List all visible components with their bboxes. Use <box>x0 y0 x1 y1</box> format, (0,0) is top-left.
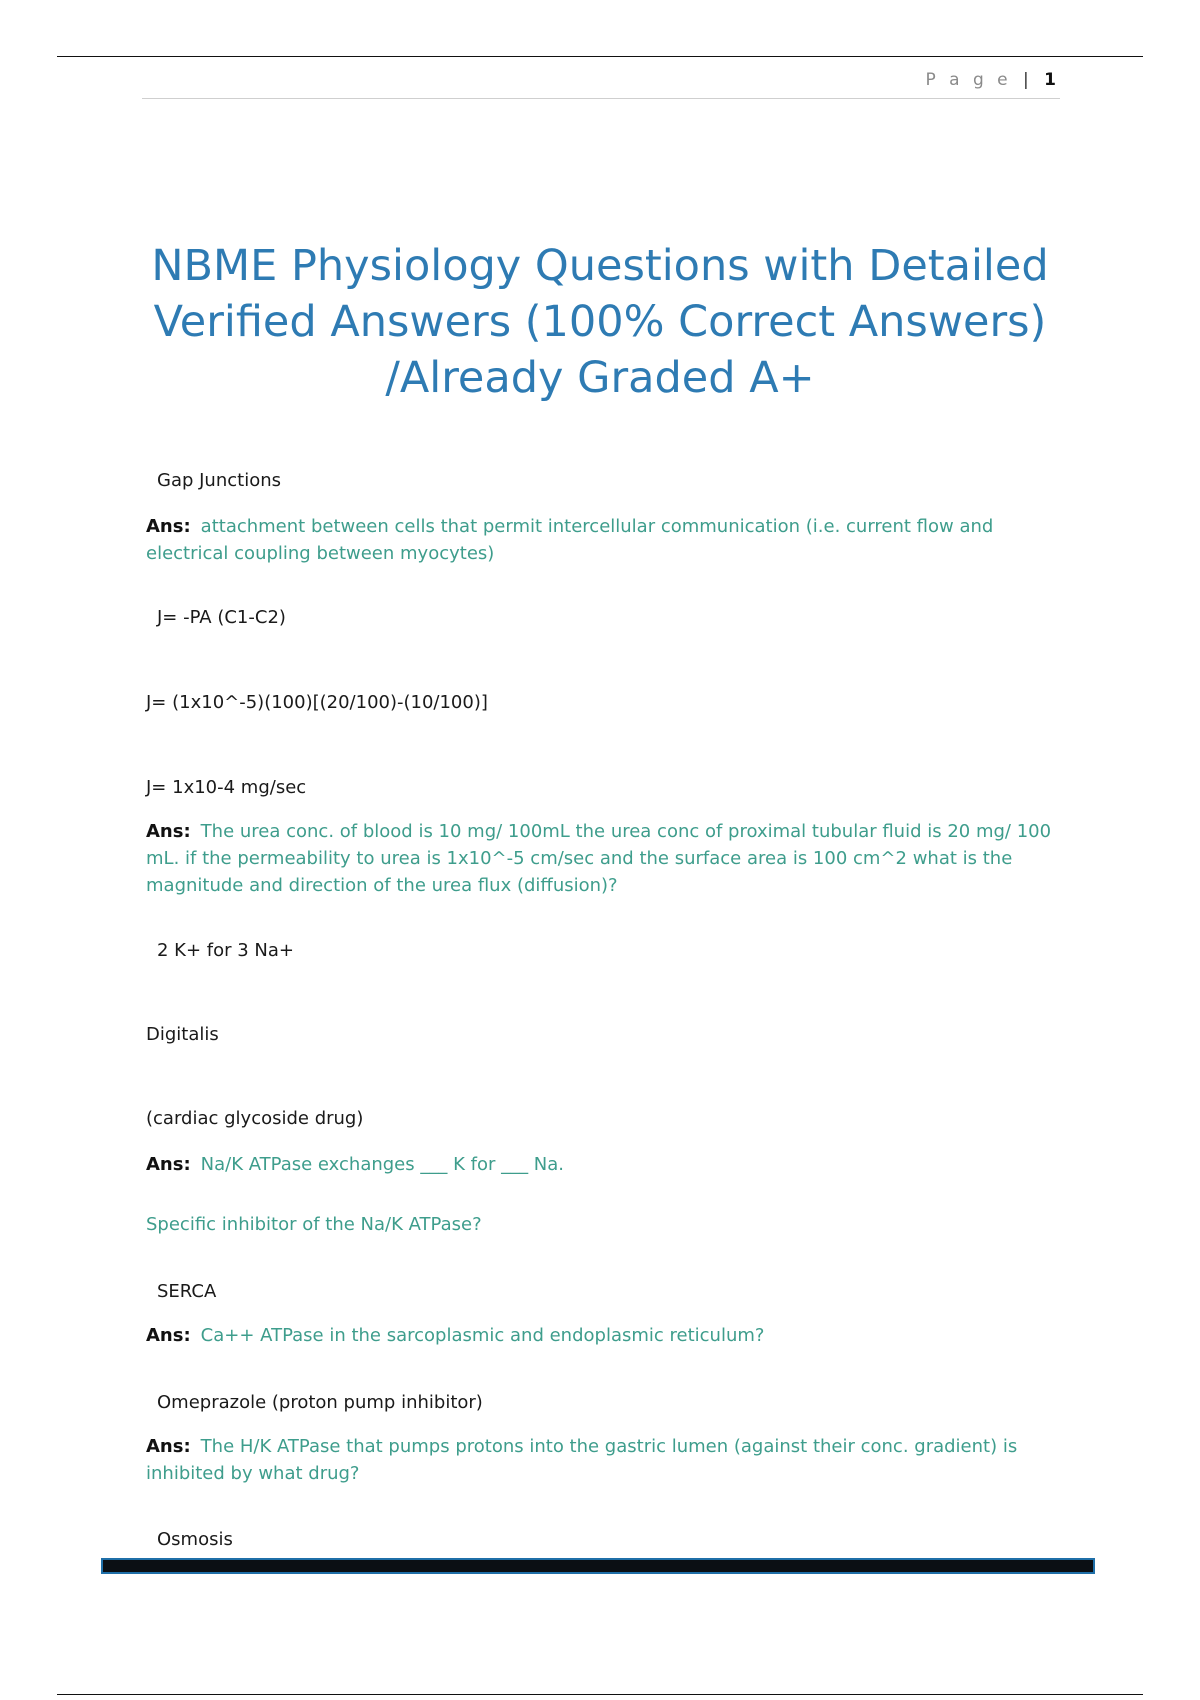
term-digitalis: Digitalis <box>146 1024 219 1045</box>
term-cardiac-glycoside: (cardiac glycoside drug) <box>146 1108 364 1129</box>
answer-text: The urea conc. of blood is 10 mg/ 100mL the urea conc of proximal tubular fluid is 20 mg/ 100 mL. if the permeability to urea is 1x10^-5 cm/sec and the surface area is 100 cm^2 what is the magnitude and direction of the urea flux (diffusion)? <box>146 821 1052 896</box>
answer-label: Ans: <box>146 821 191 842</box>
top-rule <box>57 56 1143 57</box>
page-number-label <box>925 70 1056 90</box>
page-separator: | <box>1023 70 1029 90</box>
page-header <box>142 66 1060 99</box>
term-gap-junctions: Gap Junctions <box>157 470 282 491</box>
term-osmosis: Osmosis <box>157 1529 233 1550</box>
document-title <box>140 238 1060 406</box>
term-flux-equation: J= -PA (C1-C2) <box>157 607 286 628</box>
term-serca: SERCA <box>157 1281 217 1302</box>
answer-text: Na/K ATPase exchanges ___ K for ___ Na. <box>200 1154 565 1175</box>
answer-omeprazole <box>146 1433 1066 1487</box>
answer-text: Ca++ ATPase in the sarcoplasmic and endoplasmic reticulum? <box>200 1325 765 1346</box>
answer-label: Ans: <box>146 516 191 537</box>
page-number: 1 <box>1044 70 1056 90</box>
answer-label: Ans: <box>146 1154 191 1175</box>
answer-nak-atpase <box>146 1151 1066 1178</box>
bottom-rule <box>57 1694 1143 1695</box>
page-word: P a g e <box>925 70 1012 90</box>
term-flux-result: J= 1x10-4 mg/sec <box>146 777 307 798</box>
answer-label: Ans: <box>146 1325 191 1346</box>
title-line-1: NBME Physiology Questions with Detailed <box>151 241 1049 291</box>
answer-text: The H/K ATPase that pumps protons into the gastric lumen (against their conc. gradient) is inhibited by what drug? <box>146 1436 1018 1484</box>
answer-urea-flux <box>146 818 1066 899</box>
answer-gap-junctions <box>146 513 1066 567</box>
term-flux-substitution: J= (1x10^-5)(100)[(20/100)-(10/100)] <box>146 692 488 713</box>
term-k-na-ratio: 2 K+ for 3 Na+ <box>157 940 295 961</box>
term-omeprazole: Omeprazole (proton pump inhibitor) <box>157 1392 483 1413</box>
answer-text: attachment between cells that permit intercellular communication (i.e. current flow and electrical coupling between myocytes) <box>146 516 994 564</box>
footer-bar <box>101 1558 1095 1574</box>
title-line-3: /Already Graded A+ <box>385 353 815 403</box>
answer-serca <box>146 1322 1066 1349</box>
answer-nak-inhibitor: Specific inhibitor of the Na/K ATPase? <box>146 1214 482 1235</box>
title-line-2: Verified Answers (100% Correct Answers) <box>153 297 1047 347</box>
answer-label: Ans: <box>146 1436 191 1457</box>
